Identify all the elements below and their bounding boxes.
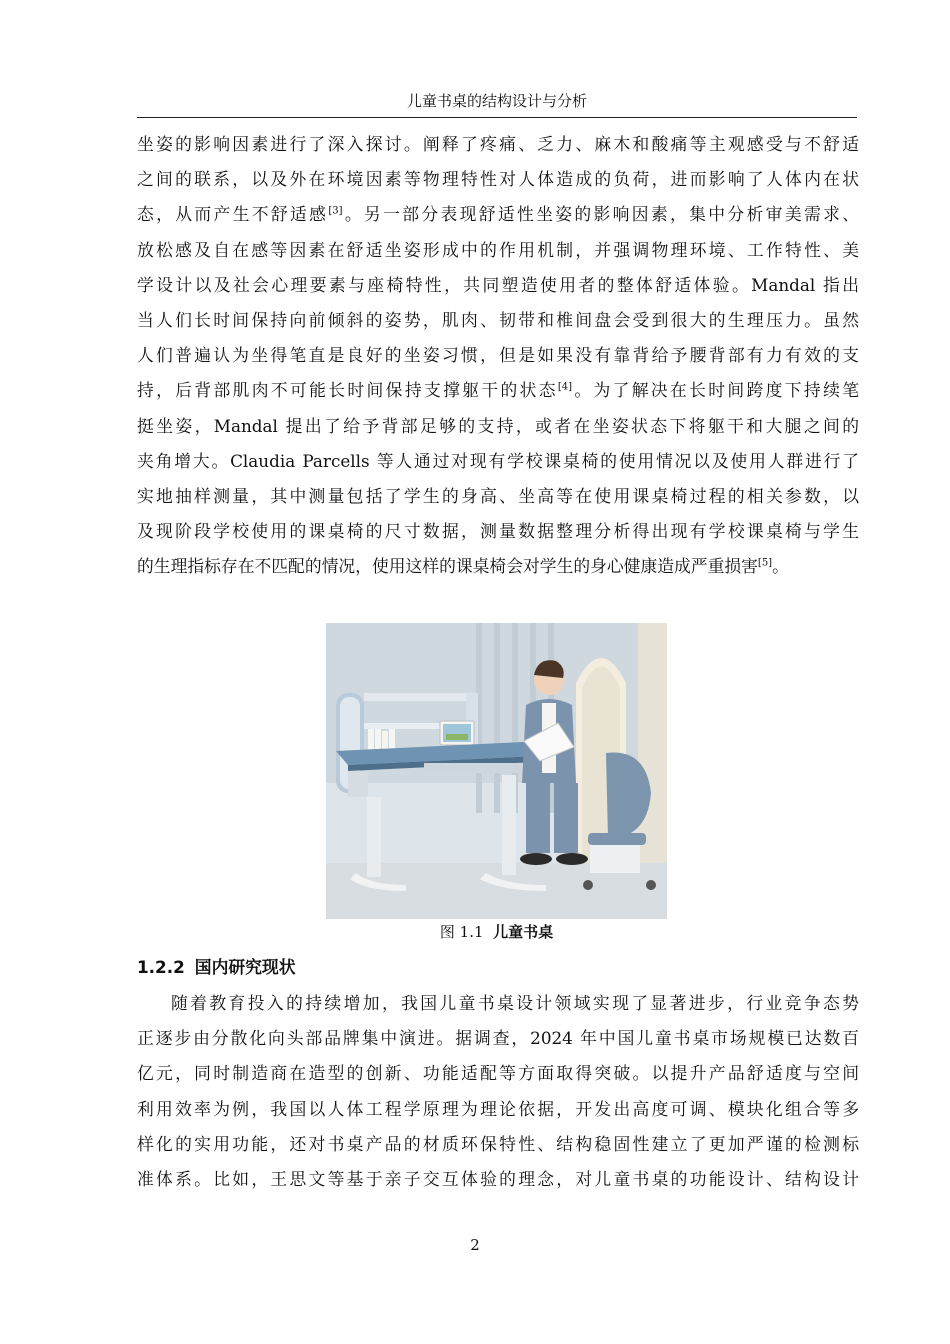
text-line: 及现阶段学校使用的课桌椅的尺寸数据，测量数据整理分析得出现有学校课桌椅与学生 — [137, 521, 859, 542]
text-line: 亿元，同时制造商在造型的创新、功能适配等方面取得突破。以提升产品舒适度与空间 — [137, 1063, 859, 1084]
figure-label: 图 1.1 — [439, 923, 484, 941]
paragraph-body-2 — [137, 986, 859, 1197]
section-title: 国内研究现状 — [194, 957, 296, 977]
text-line: 坐姿的影响因素进行了深入探讨。阐释了疼痛、乏力、麻木和酸痛等主观感受与不舒适 — [137, 134, 859, 154]
figure-caption — [326, 921, 667, 943]
running-header: 儿童书桌的结构设计与分析 — [406, 92, 587, 110]
page-number: 2 — [470, 1236, 480, 1254]
text-line: 挺坐姿，Mandal 提出了给予背部足够的支持，或者在坐姿状态下将躯干和大腿之间的 — [137, 415, 859, 436]
text-line: 之间的联系，以及外在环境因素等物理特性对人体造成的负荷，进而影响了人体内在状 — [137, 169, 859, 190]
text-line: 态，从而产生不舒适感[3]。另一部分表现舒适性坐姿的影响因素，集中分析审美需求、 — [137, 204, 859, 225]
text-line: 随着教育投入的持续增加，我国儿童书桌设计领域实现了显著进步，行业竞争态势 — [171, 993, 859, 1013]
text-line: 样化的实用功能，还对书桌产品的材质环保特性、结构稳固性建立了更加严谨的检测标 — [137, 1133, 859, 1154]
text-line: 当人们长时间保持向前倾斜的姿势，肌肉、韧带和椎间盘会受到很大的生理压力。虽然 — [137, 309, 859, 330]
text-line: 夹角增大。Claudia Parcells 等人通过对现有学校课桌椅的使用情况以及使用人群进行了 — [137, 450, 859, 471]
text-line: 放松感及自在感等因素在舒适坐姿形成中的作用机制，并强调物理环境、工作特性、美 — [137, 239, 859, 260]
section-heading — [137, 955, 295, 979]
text-line: 利用效率为例，我国以人体工程学原理为理论依据，开发出高度可调、模块化组合等多 — [137, 1098, 859, 1119]
citation-ref[interactable]: [4] — [557, 381, 573, 393]
figure-children-desk-photo — [326, 623, 667, 919]
figure-caption-text: 儿童书桌 — [493, 923, 554, 941]
header-rule — [137, 117, 857, 118]
paragraph-body-1 — [137, 127, 859, 584]
section-number: 1.2.2 — [137, 957, 185, 977]
text-line: 人们普遍认为坐得笔直是良好的坐姿习惯，但是如果没有靠背给予腰背部有力有效的支 — [137, 345, 859, 366]
text-line: 持，后背部肌肉不可能长时间保持支撑躯干的状态[4]。为了解决在长时间跨度下持续笔 — [137, 380, 859, 401]
citation-ref[interactable]: [3] — [328, 205, 343, 217]
text-line: 正逐步由分散化向头部品牌集中演进。据调查，2024 年中国儿童书桌市场规模已达数百 — [137, 1028, 859, 1049]
text-line: 实地抽样测量，其中测量包括了学生的身高、坐高等在使用课桌椅过程的相关参数，以 — [137, 485, 859, 506]
desk-illustration — [326, 623, 667, 919]
text-line: 的生理指标存在不匹配的情况，使用这样的课桌椅会对学生的身心健康造成严重损害[5]。 — [137, 556, 789, 577]
text-line: 学设计以及社会心理要素与座椅特性，共同塑造使用者的整体舒适体验。Mandal 指出 — [137, 274, 859, 295]
citation-ref[interactable]: [5] — [757, 557, 773, 569]
text-line: 准体系。比如，王思文等基于亲子交互体验的理念，对儿童书桌的功能设计、结构设计 — [137, 1168, 859, 1189]
